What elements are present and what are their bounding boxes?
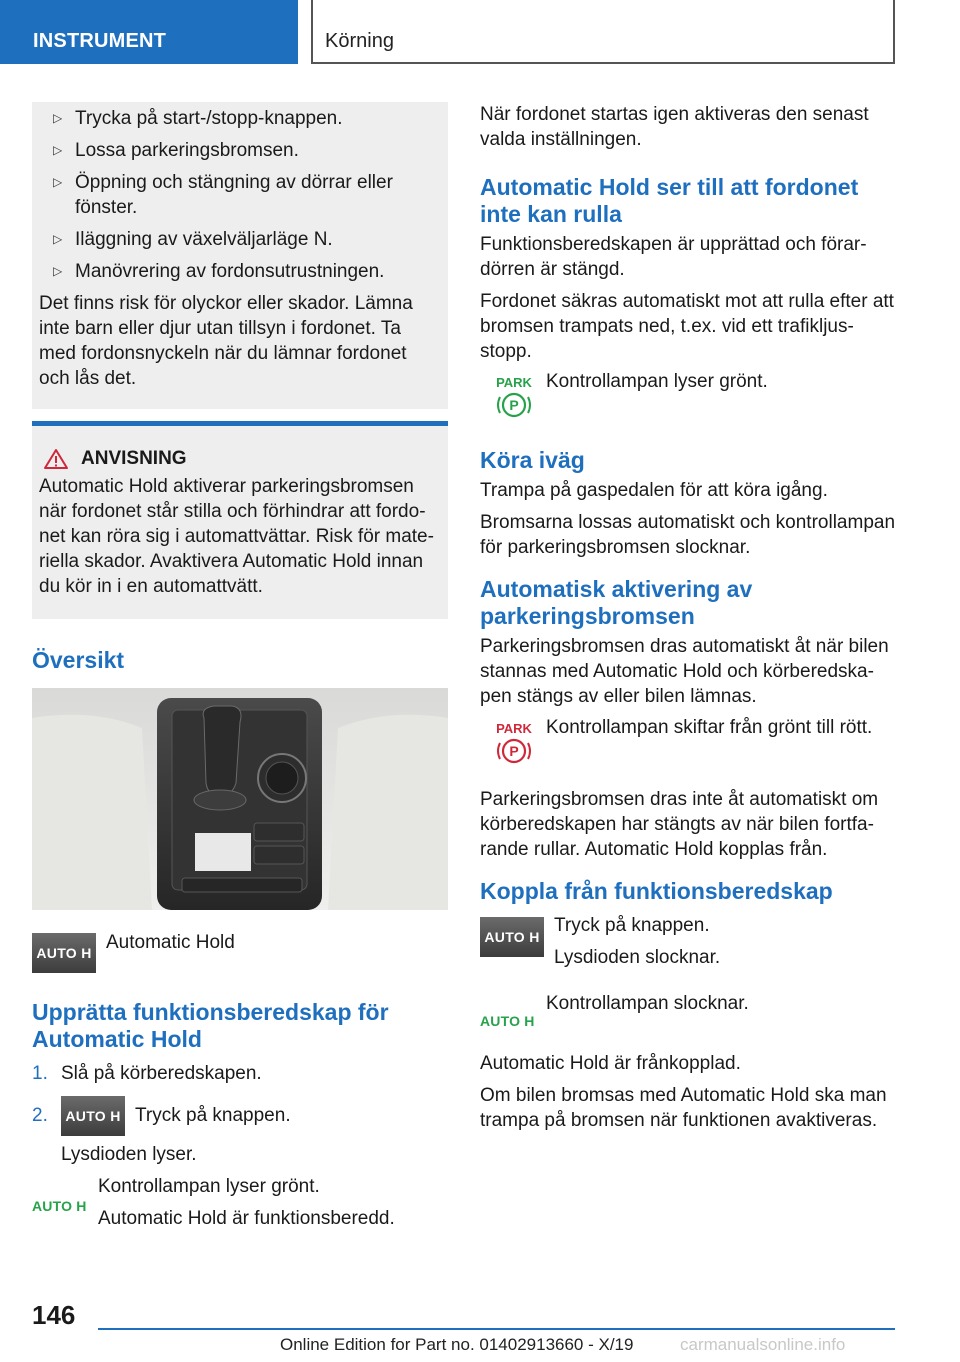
setup-heading: Upprätta funktionsberedskap för Automatic Hold [32,999,389,1052]
autoh-button-caption: AUTO H Automatic Hold [32,933,448,973]
triangle-bullet-icon: ▷ [53,143,63,157]
disable-lamp-row: AUTO H Kontrollampan slocknar. [480,993,749,1029]
edition-text: Online Edition for Part no. 01402913660 - X/19 [280,1335,634,1354]
list-item: ▷ Trycka på start-/stopp-knappen. [39,106,440,131]
disable-heading: Koppla från funktionsberedskap [480,878,833,904]
led-text: Lysdioden lyser. [61,1144,197,1165]
autoh-lamp-icon: AUTO H [32,1198,87,1214]
autoh-button-icon: AUTO H [32,933,96,973]
park-red-lamp-icon [486,717,542,769]
triangle-bullet-icon: ▷ [53,264,63,278]
center-console-photo [32,688,448,910]
svg-text:P: P [509,743,519,759]
autoh-button-icon: AUTO H [61,1096,125,1136]
step-item: 1. Slå på körberedskapen. [32,1063,262,1084]
notice-title: ANVISNING [81,448,187,469]
right-column: När fordonet startas igen aktiveras den senast valda inställningen. Automatic Hold ser till att fordonet inte kan rulla Funktionsberedskapen är upprättad och förar-dörren är stängd. Fordonet säkras automatiskt mot att rulla efter att bromsen trampats ned, t.ex. vid ett trafikljus-stopp. PARK P Kontrollampan lyser grönt. Köra iväg Trampa på gaspedalen för att köra igång. Bromsarna lossas automatiskt och kontrollampan för parkeringsbromsen slocknar. Automatisk aktivering av parkeringsbromsen Parkeringsbromsen dras automatiskt åt när bilen stannas med Automatic Hold och körberedska-pen stängs av eller bilen lämnas. PARK P Kontrollampan skiftar från grönt till rött. Parkeringsbromsen dras inte åt automatiskt om körberedskapen har stängts av när bilen fortfa-rande rullar. Automatic Hold kopplas från. Koppla från funktionsberedskap AUTO H Tryck på knappen. Lysdioden slocknar. AUTO H Kontrollampan slocknar. Automatic Hold är frånkopplad. Om bilen bromsas med Automatic Hold ska man trampa på bromsen när funktionen avaktiveras. [480,102,900,1140]
list-item: ▷ Öppning och stängning av dörrar eller fönster. [39,170,440,220]
risk-text: Det finns risk för olyckor eller skador. Lämna inte barn eller djur utan tillsyn i fordonet. Ta med fordonsnyckeln när du lämnar fordonet och lås det. [39,293,413,389]
triangle-bullet-icon: ▷ [53,232,63,246]
park-green-lamp-icon [486,371,542,423]
park-green-row: PARK P Kontrollampan lyser grönt. [480,371,900,423]
notice-box [32,421,448,619]
chapter-tab [0,0,298,64]
chapter-title: INSTRUMENT [33,30,167,52]
list-item: ▷ Lossa parkeringsbromsen. [39,138,440,163]
page-number: 146 [32,1300,76,1330]
list-item: ▷ Iläggning av växelväljarläge N. [39,227,440,252]
triangle-bullet-icon: ▷ [53,175,63,189]
warning-triangle-icon [43,448,69,470]
overview-heading: Översikt [32,647,125,673]
section-title: Körning [325,30,394,52]
left-column [32,102,448,1238]
notice-header [39,448,440,470]
triangle-bullet-icon: ▷ [53,111,63,125]
watermark: carmanualsonline.info [680,1335,846,1354]
autoh-lamp-icon: AUTO H [480,1013,535,1029]
disable-button-row: AUTO H Tryck på knappen. Lysdioden slocknar. [480,917,900,977]
svg-text:PARK: PARK [496,375,532,390]
auto-activation-heading: Automatisk aktivering av parkeringsbromsen [480,576,753,629]
step-item: 2. AUTO H Tryck på knappen. [32,1096,448,1136]
drive-heading: Köra iväg [480,447,585,473]
park-red-row: PARK P Kontrollampan skiftar från grönt till rött. [480,717,900,769]
list-item: ▷ Manövrering av fordonsutrustningen. [39,259,440,284]
svg-text:PARK: PARK [496,721,532,736]
intro-text: När fordonet startas igen aktiveras den senast valda inställningen. [480,104,869,150]
svg-text:P: P [509,397,519,413]
risk-box [32,102,448,409]
section-tab [311,0,895,64]
roll-heading: Automatic Hold ser till att fordonet inte kan rulla [480,174,859,227]
autoh-button-icon: AUTO H [480,917,544,957]
lamp-row: AUTO H Kontrollampan lyser grönt. Automatic Hold är funktionsberedd. [32,1176,395,1229]
notice-text: Automatic Hold aktiverar parkeringsbromsen när fordonet står stilla och förhindrar att fordo-net kan röra sig i automattvättar. Risk för mate-riella skador. Avaktivera Automatic Hold innan du kör in i en automattvätt. [39,476,434,597]
footer-divider [98,1328,895,1330]
